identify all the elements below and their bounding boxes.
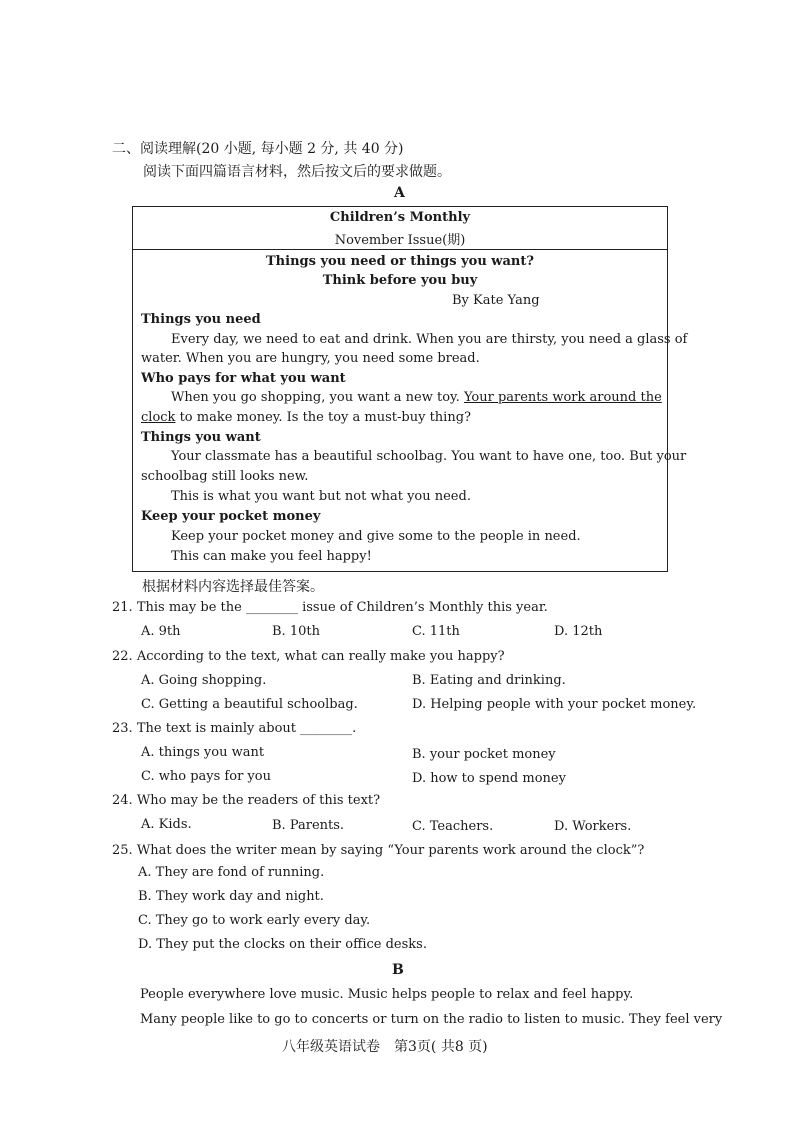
box-divider — [133, 249, 667, 250]
section-heading-keep-pocket-money: Keep your pocket money — [141, 509, 321, 524]
paragraph-line: Many people like to go to concerts or turn on the radio to listen to music. They feel very — [140, 1012, 723, 1027]
paragraph-line: This can make you feel happy! — [171, 549, 372, 564]
question-text: According to the text, what can really make you happy? — [136, 649, 505, 664]
section-heading: 二、阅读理解(20 小题, 每小题 2 分, 共 40 分) — [112, 141, 404, 157]
option: A. things you want — [141, 745, 265, 760]
paragraph-line: schoolbag still looks new. — [141, 469, 309, 484]
option: A. Going shopping. — [141, 673, 267, 688]
paragraph-line — [171, 390, 662, 405]
section-heading-things-you-need: Things you need — [141, 312, 261, 327]
page-footer: 八年级英语试卷 第3页( 共8 页) — [282, 1039, 488, 1055]
underlined-phrase: Your parents work around the — [463, 390, 662, 405]
question-number: 22. — [112, 649, 133, 664]
option: A. Kids. — [141, 817, 192, 832]
question-number: 23. — [112, 721, 133, 736]
byline: By Kate Yang — [452, 293, 540, 308]
question-number: 25. — [112, 843, 133, 858]
question-text: Who may be the readers of this text? — [136, 793, 381, 808]
option: C. Teachers. — [412, 819, 494, 834]
question-22 — [112, 649, 505, 664]
question-23 — [112, 721, 356, 736]
question-21 — [112, 600, 548, 615]
passage-b-label: B — [392, 962, 404, 978]
paragraph-line: This is what you want but not what you need. — [171, 489, 471, 504]
question-25 — [112, 843, 644, 858]
paragraph-line — [141, 410, 471, 425]
underlined-phrase: clock — [141, 410, 176, 425]
paragraph-line: Your classmate has a beautiful schoolbag. You want to have one, too. But your — [171, 449, 687, 464]
option: D. They put the clocks on their office desks. — [138, 937, 427, 952]
paragraph-line: Every day, we need to eat and drink. When you are thirsty, you need a glass of — [171, 332, 688, 347]
question-24 — [112, 793, 380, 808]
option: B. 10th — [272, 624, 320, 639]
question-number: 21. — [112, 600, 133, 615]
paragraph-line: water. When you are hungry, you need some bread. — [141, 351, 480, 366]
option: A. 9th — [141, 624, 181, 639]
section-heading-who-pays: Who pays for what you want — [141, 371, 346, 386]
option: A. They are fond of running. — [138, 865, 325, 880]
option: C. They go to work early every day. — [138, 913, 371, 928]
text-segment: When you go shopping, you want a new toy. — [171, 390, 460, 405]
option: B. your pocket money — [412, 747, 556, 762]
paragraph-line: People everywhere love music. Music helps people to relax and feel happy. — [140, 987, 634, 1002]
option: B. Parents. — [272, 818, 345, 833]
option: C. who pays for you — [141, 769, 271, 784]
option: D. Workers. — [554, 819, 632, 834]
section-heading-things-you-want: Things you want — [141, 430, 261, 445]
section-instruction: 阅读下面四篇语言材料，然后按文后的要求做题。 — [143, 164, 451, 180]
question-text: The text is mainly about ________. — [136, 721, 357, 736]
article-title: Things you need or things you want? — [266, 254, 534, 269]
option: C. 11th — [412, 624, 460, 639]
question-text: This may be the ________ issue of Children’s Monthly this year. — [136, 600, 548, 615]
issue-label: November Issue(期) — [334, 233, 466, 248]
magazine-title: Children’s Monthly — [329, 210, 471, 225]
option: C. Getting a beautiful schoolbag. — [141, 697, 358, 712]
option: D. how to spend money — [412, 771, 566, 786]
question-instruction: 根据材料内容选择最佳答案。 — [142, 579, 324, 595]
passage-a-label: A — [394, 185, 405, 201]
option: B. They work day and night. — [138, 889, 324, 904]
article-subtitle: Think before you buy — [322, 273, 478, 288]
question-text: What does the writer mean by saying “Your parents work around the clock”? — [136, 843, 645, 858]
option: D. 12th — [554, 624, 603, 639]
question-number: 24. — [112, 793, 133, 808]
option: B. Eating and drinking. — [412, 673, 566, 688]
text-segment: to make money. Is the toy a must-buy thing? — [179, 410, 471, 425]
option: D. Helping people with your pocket money. — [412, 697, 697, 712]
paragraph-line: Keep your pocket money and give some to the people in need. — [171, 529, 581, 544]
